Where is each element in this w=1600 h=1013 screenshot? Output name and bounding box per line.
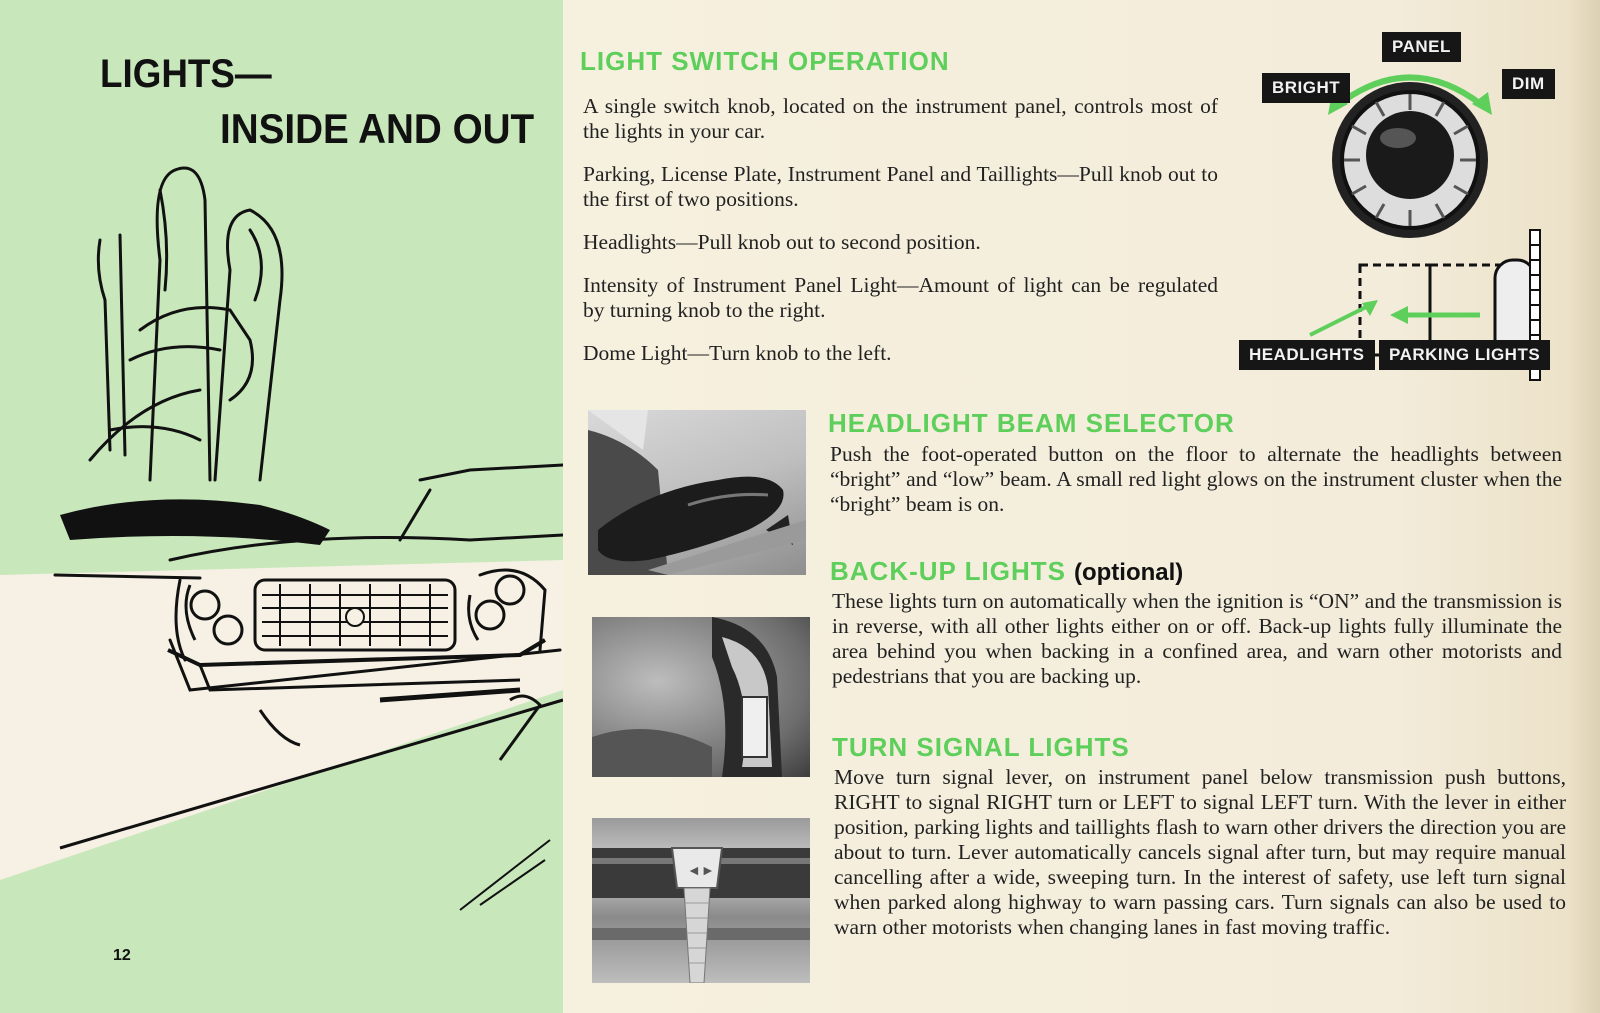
light-switch-p3: Headlights—Pull knob out to second position. (583, 230, 981, 254)
page-title-line2: INSIDE AND OUT (220, 105, 535, 152)
bright-label: BRIGHT (1262, 73, 1350, 103)
svg-text:◄►: ◄► (687, 862, 715, 878)
headlights-label: HEADLIGHTS (1239, 340, 1375, 370)
beam-selector-heading: HEADLIGHT BEAM SELECTOR (828, 408, 1235, 438)
page-number: 12 (113, 947, 131, 964)
backup-lights-heading (830, 556, 1183, 587)
parking-lights-label: PARKING LIGHTS (1379, 340, 1550, 370)
backup-light-photo (592, 617, 810, 777)
light-switch-p1: A single switch knob, located on the instrument panel, controls most of the lights in your car. (583, 94, 1218, 143)
light-switch-text (583, 94, 1218, 366)
light-switch-p2: Parking, License Plate, Instrument Panel and Taillights—Pull knob out to the first of two positions. (583, 162, 1218, 211)
light-switch-p4: Intensity of Instrument Panel Light—Amount of light can be regulated by turning knob to the right. (583, 273, 1218, 322)
dim-label: DIM (1502, 69, 1555, 99)
optional-label: (optional) (1073, 559, 1184, 586)
backup-lights-text: These lights turn on automatically when the ignition is “ON” and the transmission is in reverse, with all other lights either on or off. Back-up lights fully illuminate the area behind you when backing in a confined area, and warn other motorists and pedestrians that you are backing up. (832, 589, 1562, 688)
light-switch-heading: LIGHT SWITCH OPERATION (580, 46, 950, 76)
foot-pedal-photo (588, 410, 806, 575)
beam-selector-text: Push the foot-operated button on the floor to alternate the headlights between “bright” and “low” beam. A small red light glows on the instrument cluster when the “bright” beam is on. (830, 442, 1562, 516)
light-switch-p5: Dome Light—Turn knob to the left. (583, 341, 892, 365)
panel-label: PANEL (1382, 32, 1461, 62)
left-page (0, 0, 563, 1013)
page-title-line1: LIGHTS— (100, 52, 272, 96)
turn-signal-text: Move turn signal lever, on instrument panel below transmission push buttons, RIGHT to signal RIGHT turn or LEFT to signal LEFT turn. With the lever in either position, parking lights and taillights flash to warn other drivers the direction you are about to turn. Lever automatically cancels signal after turn, but may require manual cancelling after a wide, sweeping turn. In the interest of safety, use left turn signal when parked along highway to warn passing cars. Turn signals can also be used to warn other motorists when changing lanes in fast moving traffic. (834, 765, 1566, 939)
turn-signal-lever-photo (592, 818, 810, 983)
light-switch-diagram (1240, 30, 1570, 385)
turn-signal-heading: TURN SIGNAL LIGHTS (832, 732, 1130, 762)
backup-lights-heading-text: BACK-UP LIGHTS (830, 556, 1066, 586)
